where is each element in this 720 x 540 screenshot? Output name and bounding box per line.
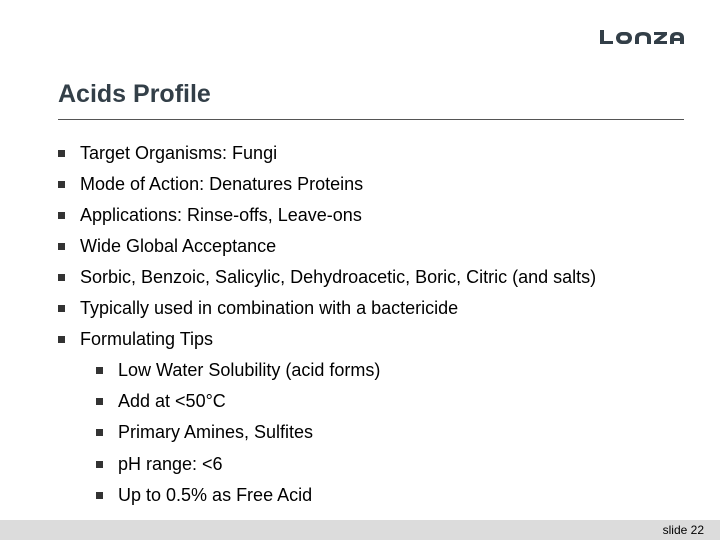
bullet-item [58,296,458,320]
bullet-marker-icon [96,398,103,405]
sub-bullet-item [96,420,313,444]
bullet-item [58,234,276,258]
bullet-marker-icon [58,274,65,281]
bullet-marker-icon [58,305,65,312]
sub-bullet-item [96,358,380,382]
title-divider [58,119,684,120]
sub-bullet-item [96,389,226,413]
bullet-text: pH range: <6 [118,453,223,474]
bullet-marker-icon [58,150,65,157]
bullet-marker-icon [58,212,65,219]
bullet-text: Up to 0.5% as Free Acid [118,484,313,505]
bullet-text: Typically used in combination with a bactericide [80,297,459,318]
bullet-text: Primary Amines, Sulfites [118,421,314,442]
footer-bar [0,520,720,540]
bullet-text: Wide Global Acceptance [80,235,277,256]
slide-number: slide 22 [662,523,704,537]
bullet-item [58,172,363,196]
bullet-text: Mode of Action: Denatures Proteins [80,173,364,194]
bullet-text: Add at <50°C [118,390,226,411]
bullet-marker-icon [96,492,103,499]
bullet-text: Applications: Rinse-offs, Leave-ons [80,204,362,225]
slide-title: Acids Profile [58,80,211,108]
bullet-marker-icon [58,243,65,250]
bullet-text: Target Organisms: Fungi [80,142,278,163]
bullet-item [58,327,213,351]
bullet-text: Formulating Tips [80,328,214,349]
bullet-marker-icon [96,429,103,436]
bullet-marker-icon [96,461,103,468]
sub-bullet-item [96,452,223,476]
bullet-marker-icon [58,336,65,343]
bullet-item [58,265,596,289]
sub-bullet-item [96,483,312,507]
bullet-marker-icon [58,181,65,188]
bullet-text: Sorbic, Benzoic, Salicylic, Dehydroacetic, Boric, Citric (and salts) [80,266,597,287]
bullet-text: Low Water Solubility (acid forms) [118,359,381,380]
lonza-logo [598,27,686,47]
bullet-item [58,141,277,165]
bullet-item [58,203,362,227]
bullet-marker-icon [96,367,103,374]
